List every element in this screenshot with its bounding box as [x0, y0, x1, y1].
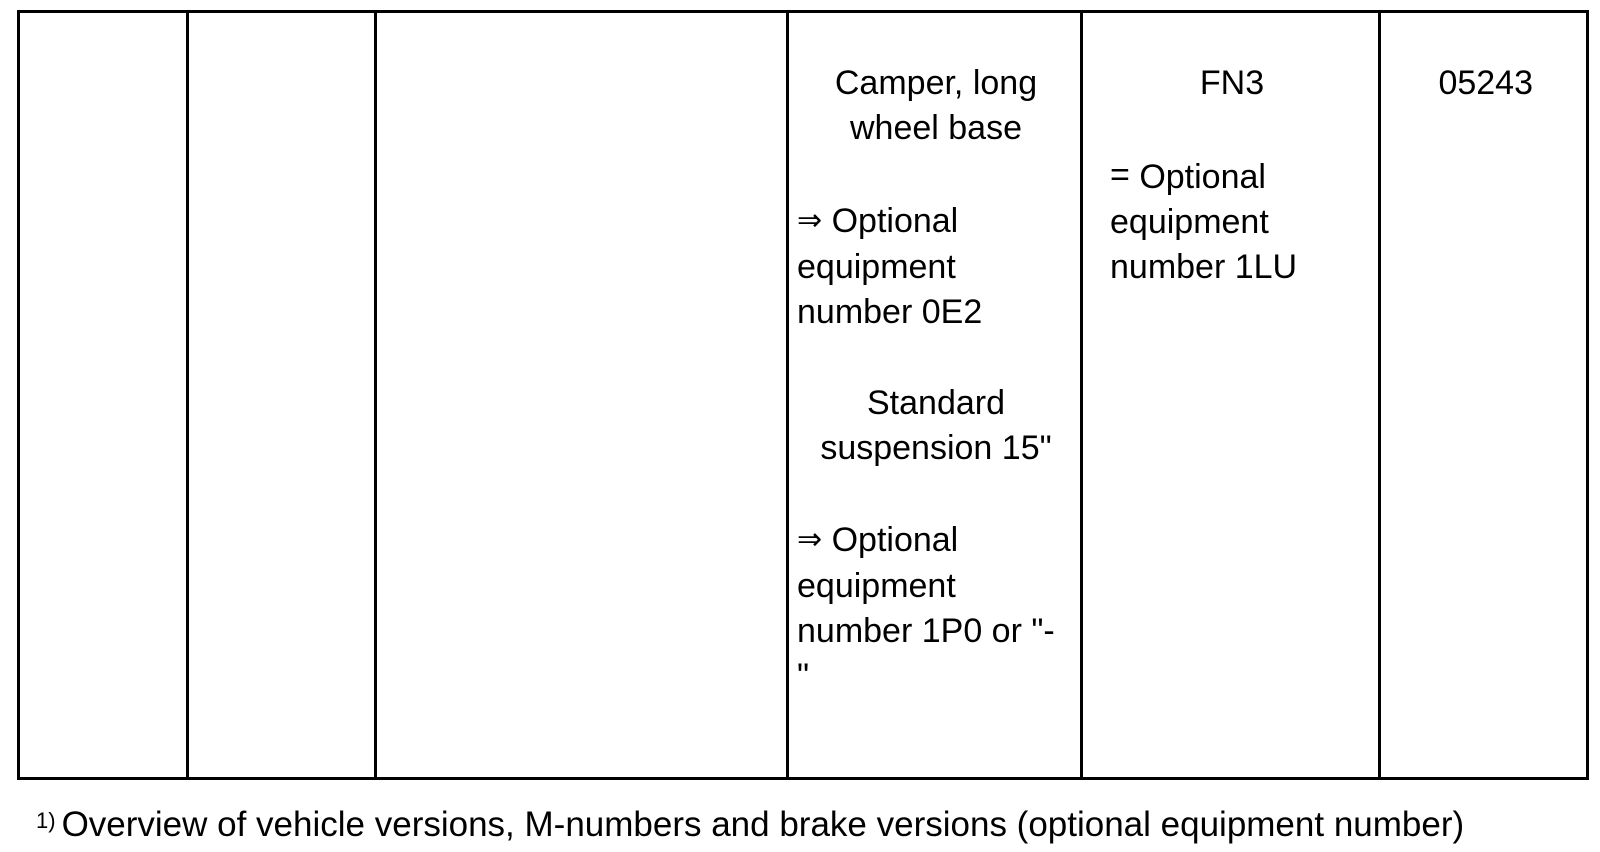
column-divider-5: [1378, 10, 1381, 780]
vehicle-version-title-line2: wheel base: [849, 109, 1022, 147]
footnote-marker: 1): [36, 808, 56, 833]
footnote-text: Overview of vehicle versions, M-numbers and brake versions (optional equipment number): [61, 805, 1465, 844]
suspension-title: [790, 381, 1082, 471]
optional-equipment-line2: equipment: [1110, 203, 1269, 241]
optional-equipment-line3: number 0E2: [797, 293, 983, 331]
optional-equipment-0e2: [797, 199, 982, 335]
equals-icon: =: [1110, 156, 1130, 194]
optional-equipment-1lu: [1110, 155, 1297, 290]
column-divider-1: [186, 10, 189, 780]
optional-equipment-line3: number 1LU: [1110, 248, 1298, 286]
column-divider-2: [374, 10, 377, 780]
optional-equipment-line3: number 1P0 or "-: [797, 612, 1055, 650]
suspension-title-line1: Standard: [867, 384, 1005, 422]
footnote: [36, 805, 1464, 845]
arrow-right-icon: ⇒: [797, 523, 823, 556]
part-number: 05243: [1438, 64, 1533, 102]
optional-equipment-line2: equipment: [797, 248, 956, 286]
optional-equipment-label: Optional: [831, 202, 959, 240]
vehicle-version-title: [790, 61, 1082, 151]
suspension-title-line2: suspension 15": [820, 429, 1052, 467]
optional-equipment-line4: ": [797, 657, 810, 695]
brake-code: FN3: [1199, 64, 1265, 102]
column-divider-3: [786, 10, 789, 780]
vehicle-version-title-line1: Camper, long: [834, 64, 1038, 102]
optional-equipment-label: Optional: [1139, 158, 1266, 196]
optional-equipment-1p0: [797, 518, 1055, 699]
optional-equipment-line2: equipment: [797, 567, 956, 605]
arrow-right-icon: ⇒: [797, 204, 823, 237]
optional-equipment-label: Optional: [831, 521, 959, 559]
